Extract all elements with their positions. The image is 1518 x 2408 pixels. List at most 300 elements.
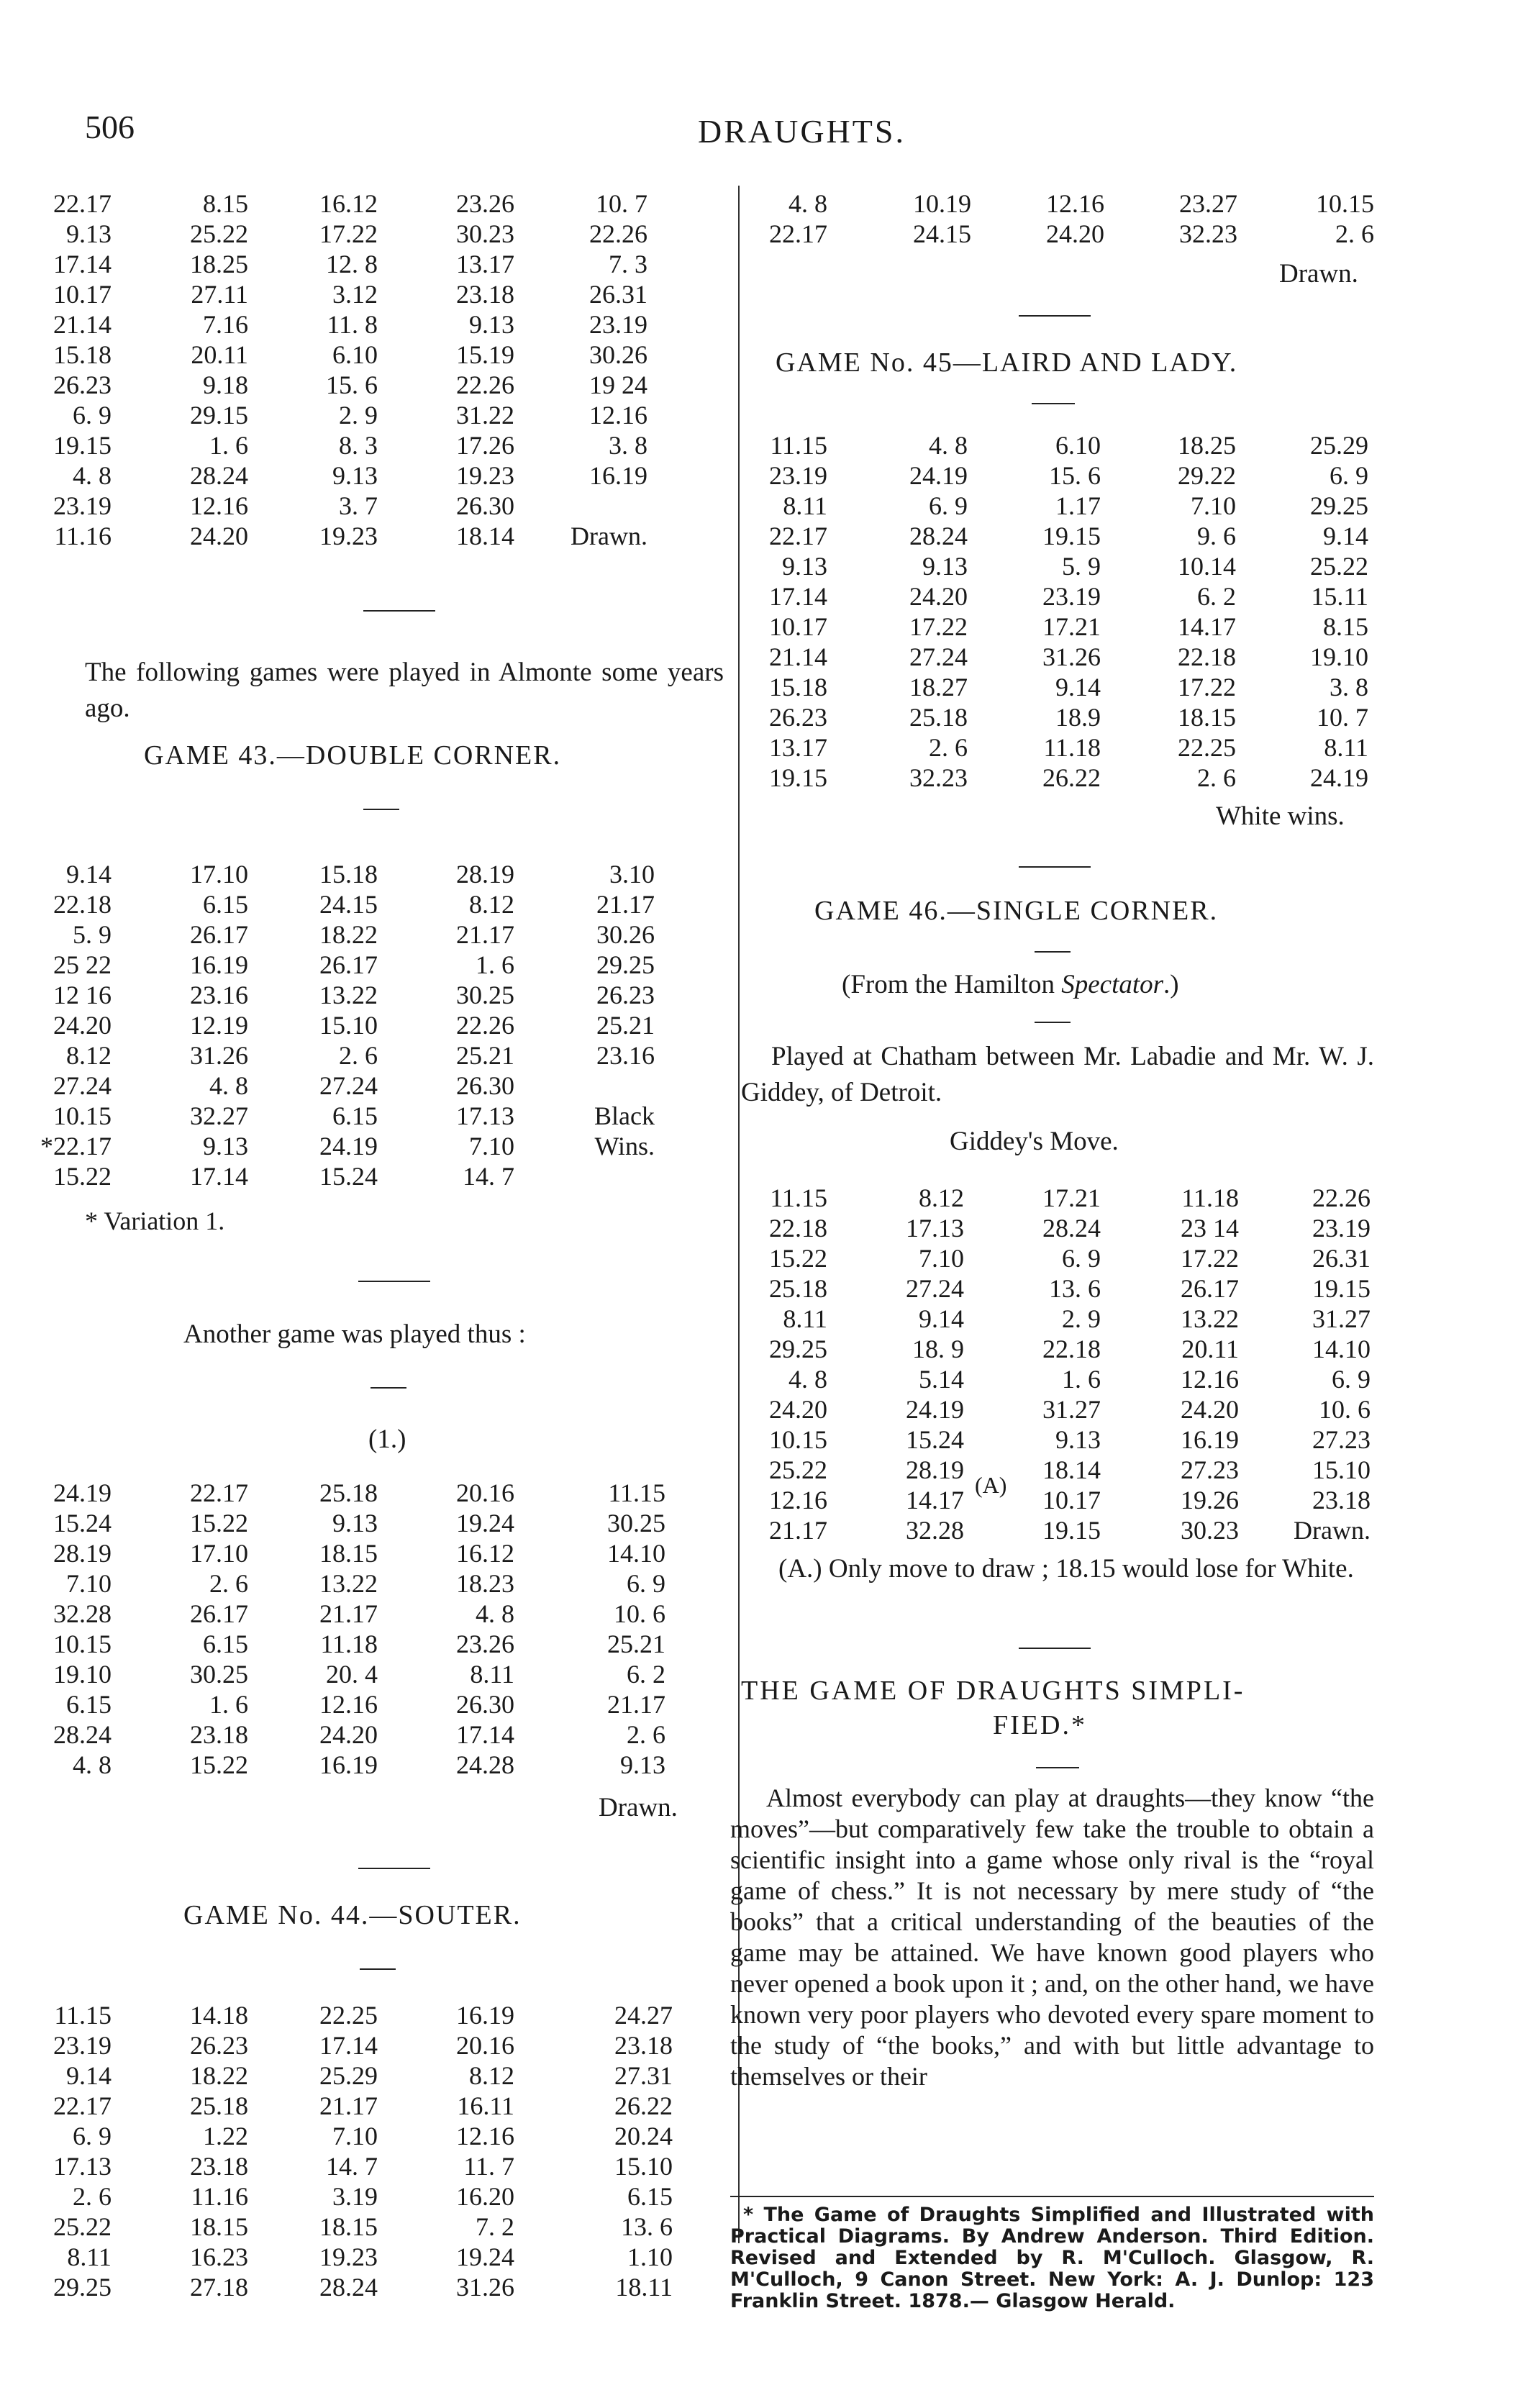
move-cell: 15. 6 [326, 371, 378, 399]
move-cell: 17.13 [906, 1214, 964, 1242]
move-cell: 30.25 [607, 1509, 665, 1537]
move-cell: 17.13 [53, 2152, 112, 2181]
move-cell: 9.14 [1055, 673, 1101, 701]
move-cell: 2. 6 [929, 733, 968, 762]
move-cell: 2. 6 [73, 2182, 112, 2211]
game-45-result: White wins. [1216, 801, 1345, 831]
move-cell: 20. 4 [326, 1660, 378, 1689]
move-cell: 11.18 [1181, 1183, 1239, 1212]
move-cell: 17.13 [456, 1101, 514, 1130]
move-cell: 3.10 [609, 860, 655, 889]
only-move-marker: (A) [975, 1472, 1007, 1498]
game-46-moves [0, 1183, 1518, 1550]
move-cell: 17.14 [319, 2031, 378, 2060]
move-cell: 10.17 [53, 280, 112, 309]
move-cell: 32.27 [190, 1101, 248, 1130]
move-cell: 6.15 [627, 2182, 673, 2211]
move-cell: 31.26 [190, 1041, 248, 1070]
move-cell: 15. 6 [1049, 461, 1101, 490]
move-cell: 10.17 [769, 612, 827, 641]
footnote: * The Game of Draughts Simplified and Illustrated with Practical Diagrams. By Andrew Anderson. Third Edition. Revised and Extended by R. M'Culloch. Glasgow, R. M'Culloch, 9 Canon Street. New York: A. J. Dunlop: 123 Franklin Street. 1878.— Glasgow Herald. [730, 2204, 1374, 2312]
move-column [140, 2000, 248, 2302]
move-column [719, 430, 827, 793]
separator [1032, 403, 1075, 404]
move-cell: 2. 9 [1062, 1304, 1101, 1333]
footnote-rule [730, 2196, 1374, 2197]
move-cell: 12.16 [319, 1690, 378, 1719]
move-cell: 9.13 [922, 552, 968, 581]
move-column [1130, 188, 1237, 249]
move-cell: 8.12 [469, 890, 514, 919]
move-cell: 18.14 [456, 522, 514, 550]
move-cell: 10. 7 [1317, 703, 1368, 732]
move-cell: 28.24 [909, 522, 968, 550]
move-cell: 25.18 [319, 1478, 378, 1507]
move-cell: 28.24 [319, 2273, 378, 2302]
move-cell: 20.24 [614, 2122, 673, 2150]
move-cell: 31.26 [456, 2273, 514, 2302]
intro-paragraph: The following games were played in Almonte some years ago. [85, 658, 724, 723]
move-cell: 17.26 [456, 431, 514, 460]
move-cell: 6. 9 [1332, 1365, 1371, 1394]
move-cell: 27.11 [191, 280, 248, 309]
move-cell: 27.23 [1312, 1425, 1371, 1454]
move-cell: 10.19 [913, 189, 971, 218]
move-cell: 15.24 [906, 1425, 964, 1454]
variation-result: Drawn. [599, 1793, 678, 1822]
move-cell: 22.18 [53, 890, 112, 919]
move-cell: 6. 9 [73, 401, 112, 430]
move-cell: 28.24 [53, 1720, 112, 1749]
game-43-title: GAME 43.—DOUBLE CORNER. [144, 740, 562, 771]
move-cell: 24.20 [769, 1395, 827, 1424]
separator [1019, 315, 1091, 317]
move-cell: 24.19 [1310, 763, 1368, 792]
move-cell: 27.24 [319, 1071, 378, 1100]
move-cell: 1. 6 [476, 950, 514, 979]
move-cell: 22.26 [589, 219, 647, 248]
move-cell: 27.31 [614, 2061, 673, 2090]
move-cell: 19 24 [589, 371, 647, 399]
move-cell: 9.13 [469, 310, 514, 339]
move-cell: 29.22 [1178, 461, 1236, 490]
move-cell: 6.10 [332, 340, 378, 369]
move-cell [547, 1071, 655, 1101]
move-cell: 32.23 [909, 763, 968, 792]
move-cell: 10.17 [1042, 1486, 1101, 1514]
move-cell: 15.10 [614, 2152, 673, 2181]
move-cell: 21.17 [456, 920, 514, 949]
move-cell: 4. 8 [209, 1071, 248, 1100]
move-cell: 19.15 [1042, 522, 1101, 550]
move-cell: 10.14 [1178, 552, 1236, 581]
move-cell: 14.17 [906, 1486, 964, 1514]
move-cell: 27.24 [906, 1274, 964, 1303]
move-cell: 15.11 [1311, 582, 1368, 611]
move-cell: 6.10 [1055, 431, 1101, 460]
move-cell: 26.30 [456, 1690, 514, 1719]
move-cell: 18.25 [1178, 431, 1236, 460]
move-cell: 8.11 [67, 2243, 112, 2271]
move-cell: 32.28 [53, 1599, 112, 1628]
move-cell: 27.23 [1181, 1455, 1239, 1484]
move-cell: 29.25 [1310, 491, 1368, 520]
move-cell: 23.18 [456, 280, 514, 309]
move-cell: 18. 9 [912, 1335, 964, 1363]
move-column [140, 859, 248, 1191]
move-cell: 2. 6 [209, 1569, 248, 1598]
move-cell: 18.23 [456, 1569, 514, 1598]
move-column [547, 859, 655, 1191]
game-45-moves [0, 430, 1518, 797]
move-cell: 30.26 [596, 920, 655, 949]
move-cell: 2. 9 [339, 401, 378, 430]
move-cell: 24.19 [53, 1478, 112, 1507]
move-cell: 11.18 [320, 1630, 378, 1658]
move-cell: 14.17 [1178, 612, 1236, 641]
move-cell: 17.10 [190, 1539, 248, 1568]
move-cell: 8.15 [203, 189, 248, 218]
move-cell: 21.14 [53, 310, 112, 339]
running-head: DRAUGHTS. [698, 113, 906, 150]
move-cell: 19.15 [1042, 1516, 1101, 1545]
move-cell: 25.18 [190, 2091, 248, 2120]
move-cell: Wins. [594, 1132, 655, 1160]
move-cell: 27.18 [190, 2273, 248, 2302]
move-column [1263, 1183, 1371, 1545]
move-cell: 9.13 [66, 219, 112, 248]
move-cell: 30.23 [1181, 1516, 1239, 1545]
move-cell: 22.26 [1312, 1183, 1371, 1212]
move-column [406, 859, 514, 1191]
move-cell: 9.13 [782, 552, 827, 581]
move-cell: 22.18 [769, 1214, 827, 1242]
move-cell: 30.25 [190, 1660, 248, 1689]
move-cell: 24.19 [906, 1395, 964, 1424]
move-cell: 15.22 [190, 1750, 248, 1779]
move-cell: 18.22 [190, 2061, 248, 2090]
move-cell: 29.15 [190, 401, 248, 430]
move-cell: 7. 2 [476, 2212, 514, 2241]
move-cell: 18.22 [319, 920, 378, 949]
separator [1019, 1648, 1091, 1649]
move-cell: 30.25 [456, 981, 514, 1009]
move-cell: 19.15 [1312, 1274, 1371, 1303]
separator [363, 809, 399, 810]
move-cell: 26.23 [769, 703, 827, 732]
move-cell: 8.11 [470, 1660, 514, 1689]
move-cell: 12. 8 [326, 250, 378, 278]
move-cell: 2. 6 [339, 1041, 378, 1070]
move-cell: 28.19 [53, 1539, 112, 1568]
move-cell: 12.16 [190, 491, 248, 520]
move-cell: 23.26 [456, 189, 514, 218]
move-cell: 6. 9 [627, 1569, 665, 1598]
move-cell: 32.23 [1179, 219, 1237, 248]
move-cell: 9.13 [620, 1750, 665, 1779]
move-cell: 23.19 [53, 491, 112, 520]
move-cell: 21.14 [769, 642, 827, 671]
move-cell: 16.23 [190, 2243, 248, 2271]
move-cell: 7. 3 [609, 250, 647, 278]
move-cell: 8.11 [783, 491, 827, 520]
move-cell: 23.26 [456, 1630, 514, 1658]
move-cell: 22.17 [769, 522, 827, 550]
move-cell: 2. 6 [1197, 763, 1236, 792]
move-cell: 11. 7 [463, 2152, 514, 2181]
move-cell: 17.14 [769, 582, 827, 611]
move-cell: 15.22 [190, 1509, 248, 1537]
move-cell: 23.19 [589, 310, 647, 339]
move-cell: 15.19 [456, 340, 514, 369]
move-cell: 23.18 [190, 1720, 248, 1749]
variation-note: * Variation 1. [85, 1207, 225, 1235]
move-cell: 18.14 [1042, 1455, 1101, 1484]
move-cell: 5.14 [919, 1365, 964, 1394]
move-cell: 11. 8 [327, 310, 378, 339]
move-cell: 28.19 [906, 1455, 964, 1484]
move-cell: 8.12 [469, 2061, 514, 2090]
move-cell: 4. 8 [929, 431, 968, 460]
move-cell: 15.24 [53, 1509, 112, 1537]
move-cell: 7.10 [66, 1569, 112, 1598]
move-cell: 13. 6 [1049, 1274, 1101, 1303]
move-cell: 27.24 [909, 642, 968, 671]
move-cell: 12.19 [190, 1011, 248, 1040]
move-cell: 16.19 [589, 461, 647, 490]
move-cell: 21.17 [769, 1516, 827, 1545]
move-cell: 25.18 [909, 703, 968, 732]
move-column [270, 859, 378, 1191]
move-cell: 29.25 [769, 1335, 827, 1363]
move-cell: 16.11 [457, 2091, 514, 2120]
move-cell: 25.22 [1310, 552, 1368, 581]
move-cell: 25.22 [53, 2212, 112, 2241]
move-cell: 13.17 [769, 733, 827, 762]
move-cell: 6. 9 [73, 2122, 112, 2150]
move-cell: 4. 8 [788, 189, 827, 218]
right-game-continuation [0, 188, 1518, 253]
move-cell: 16.19 [190, 950, 248, 979]
game-45-title: GAME No. 45—LAIRD AND LADY. [776, 347, 1238, 378]
move-column [719, 1183, 827, 1545]
move-cell: 18.15 [1178, 703, 1236, 732]
move-cell: 26.30 [456, 1071, 514, 1100]
move-cell: 6. 9 [929, 491, 968, 520]
move-cell: 6.15 [332, 1101, 378, 1130]
move-cell: 12 16 [53, 981, 112, 1009]
move-column [860, 430, 968, 793]
move-cell: 23.16 [596, 1041, 655, 1070]
move-cell: 23.19 [1312, 1214, 1371, 1242]
move-cell: 18.15 [319, 1539, 378, 1568]
move-cell: 1. 6 [209, 1690, 248, 1719]
move-cell: 17.14 [456, 1720, 514, 1749]
move-cell: 3. 8 [609, 431, 647, 460]
move-cell: 32.28 [906, 1516, 964, 1545]
move-cell: 9.14 [1323, 522, 1368, 550]
move-cell: 24.15 [319, 890, 378, 919]
separator [1035, 951, 1071, 953]
simplified-body: Almost everybody can play at draughts—they know “the moves”—but comparatively few take the trouble to obtain a scientific insight into a game whose only rival is the “royal game of chess.” It is not necessary by mere study of “the books” that a critical understanding of the beauties of the game may be attained. We have known good players who never opened a book upon it ; and, on the other hand, we have known very poor players who devoted every spare moment to the study of “the books,” and with but little advantage to themselves or their [730, 1784, 1374, 2091]
move-cell: 2. 6 [627, 1720, 665, 1749]
move-cell: 20.11 [191, 340, 248, 369]
move-cell: 19.10 [53, 1660, 112, 1689]
move-cell: 3. 8 [1330, 673, 1368, 701]
move-cell: 18.9 [1055, 703, 1101, 732]
move-cell: 12.16 [456, 2122, 514, 2150]
move-cell: 15.10 [1312, 1455, 1371, 1484]
game-44-moves [0, 2000, 734, 2309]
game-46-played: Played at Chatham between Mr. Labadie and Mr. W. J. Giddey, of Detroit. [741, 1042, 1374, 1107]
move-cell: 14.18 [190, 2001, 248, 2030]
move-cell: 7.16 [203, 310, 248, 339]
move-cell: 11.15 [54, 2001, 112, 2030]
move-cell: 9.13 [1055, 1425, 1101, 1454]
move-cell: 12.16 [769, 1486, 827, 1514]
move-cell: 26.17 [190, 920, 248, 949]
move-cell: 24.19 [319, 1132, 378, 1160]
move-cell: 23.19 [53, 2031, 112, 2060]
move-cell: 10. 6 [1319, 1395, 1371, 1424]
move-cell: 28.19 [456, 860, 514, 889]
move-cell: 13.17 [456, 250, 514, 278]
move-cell: 18.15 [190, 2212, 248, 2241]
separator [360, 1968, 396, 1970]
move-cell: 13. 6 [621, 2212, 673, 2241]
move-cell: 24.20 [909, 582, 968, 611]
move-cell: 26.17 [190, 1599, 248, 1628]
move-cell: 9.13 [332, 461, 378, 490]
move-cell: 17.14 [53, 250, 112, 278]
move-cell: 17.10 [190, 860, 248, 889]
move-cell: 16.19 [319, 1750, 378, 1779]
move-cell: 9.13 [203, 1132, 248, 1160]
move-cell: 7.10 [332, 2122, 378, 2150]
move-cell: 26.22 [614, 2091, 673, 2120]
move-cell: 23.18 [1312, 1486, 1371, 1514]
variation-label: (1.) [368, 1425, 406, 1454]
move-cell: 19.26 [1181, 1486, 1239, 1514]
game-43-moves [0, 859, 734, 1197]
move-cell: 20.16 [456, 1478, 514, 1507]
simplified-title-1: THE GAME OF DRAUGHTS SIMPLI- [741, 1676, 1245, 1706]
move-cell: 10. 7 [596, 189, 647, 218]
move-cell: 19.10 [1310, 642, 1368, 671]
move-cell: 22.18 [1178, 642, 1236, 671]
move-cell: 11.15 [608, 1478, 665, 1507]
move-cell: 26.22 [1042, 763, 1101, 792]
move-cell: 7.10 [469, 1132, 514, 1160]
move-cell: 25.22 [190, 219, 248, 248]
move-cell: 26.31 [1312, 1244, 1371, 1273]
move-cell: 24.20 [190, 522, 248, 550]
move-cell: *22.17 [40, 1132, 112, 1160]
move-cell: 6. 9 [1330, 461, 1368, 490]
move-cell: 18.27 [909, 673, 968, 701]
move-cell: Black [594, 1101, 655, 1130]
move-column [565, 2000, 673, 2302]
move-cell: 8.12 [66, 1041, 112, 1070]
move-cell: 1. 6 [209, 431, 248, 460]
move-cell: 10.15 [53, 1101, 112, 1130]
move-cell: 29.25 [53, 2273, 112, 2302]
move-cell: 24.20 [319, 1720, 378, 1749]
move-cell: 1.10 [627, 2243, 673, 2271]
move-cell: 6.15 [203, 1630, 248, 1658]
game-46-source: (From the Hamilton Spectator.) [842, 970, 1179, 999]
move-column [4, 859, 112, 1191]
simplified-title-2: FIED.* [993, 1710, 1087, 1740]
move-cell: 25.18 [769, 1274, 827, 1303]
move-cell: 15.18 [319, 860, 378, 889]
move-column [1128, 430, 1236, 793]
move-cell: 10.15 [53, 1630, 112, 1658]
move-column [1260, 430, 1368, 793]
move-cell: 7.10 [919, 1244, 964, 1273]
move-cell: 10. 6 [614, 1599, 665, 1628]
move-cell: 19.15 [769, 763, 827, 792]
separator [1035, 1022, 1071, 1023]
right-game-result: Drawn. [1279, 259, 1358, 288]
move-cell: 23.19 [1042, 582, 1101, 611]
move-cell: 23.18 [614, 2031, 673, 2060]
move-cell: 26.31 [589, 280, 647, 309]
move-cell: 20.16 [456, 2031, 514, 2060]
move-cell: 25.29 [1310, 431, 1368, 460]
move-cell: 17.22 [1181, 1244, 1239, 1273]
move-cell: 10.15 [769, 1425, 827, 1454]
game-44-title: GAME No. 44.—SOUTER. [183, 1900, 522, 1930]
move-cell: 16.19 [1181, 1425, 1239, 1454]
move-cell: 26.17 [1181, 1274, 1239, 1303]
move-cell: 25 22 [53, 950, 112, 979]
move-cell: 1. 6 [1062, 1365, 1101, 1394]
move-cell: 26.23 [596, 981, 655, 1009]
move-cell: 23.19 [769, 461, 827, 490]
move-cell: 9. 6 [1197, 522, 1236, 550]
move-cell: 17.22 [909, 612, 968, 641]
move-cell: 17.14 [190, 1162, 248, 1191]
move-cell: 23.16 [190, 981, 248, 1009]
move-cell: 14.10 [1312, 1335, 1371, 1363]
move-cell: 22.17 [190, 1478, 248, 1507]
move-cell: 22.18 [1042, 1335, 1101, 1363]
move-cell: 26.17 [319, 950, 378, 979]
move-cell: 14.10 [607, 1539, 665, 1568]
move-cell: 14. 7 [326, 2152, 378, 2181]
move-cell: 30.26 [589, 340, 647, 369]
move-cell: 26.23 [53, 371, 112, 399]
move-cell: 17.22 [319, 219, 378, 248]
move-cell: 12.16 [1181, 1365, 1239, 1394]
move-cell: 13.22 [319, 1569, 378, 1598]
separator [1019, 866, 1091, 868]
move-cell: 18.25 [190, 250, 248, 278]
move-cell: 3.19 [332, 2182, 378, 2211]
another-game-text: Another game was played thus : [183, 1319, 526, 1349]
move-cell: 25.29 [319, 2061, 378, 2090]
move-cell: 12.16 [1046, 189, 1104, 218]
move-cell: 1.17 [1055, 491, 1101, 520]
move-cell: 8.11 [1324, 733, 1368, 762]
move-cell: 7.10 [1191, 491, 1236, 520]
move-cell: 25.21 [456, 1041, 514, 1070]
move-column [863, 188, 971, 249]
move-cell: 8.12 [919, 1183, 964, 1212]
move-cell: 3. 7 [339, 491, 378, 520]
move-cell: 13.22 [319, 981, 378, 1009]
